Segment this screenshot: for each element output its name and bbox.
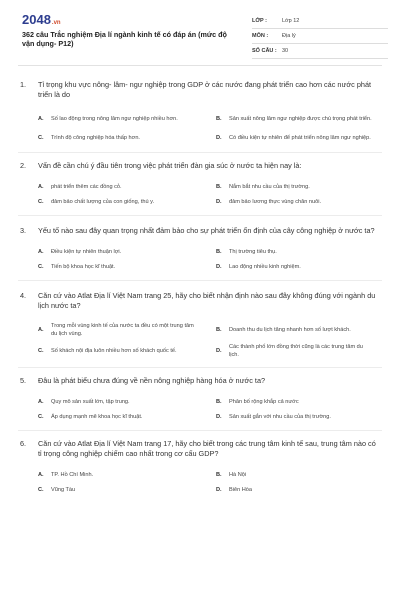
meta-value: Địa lý	[282, 33, 296, 39]
option-text: đảm bảo chất lượng của con giống, thú y.	[51, 198, 155, 205]
answer-option[interactable]	[216, 244, 386, 259]
answer-option[interactable]	[216, 394, 386, 409]
question-text: Yếu tố nào sau đây quan trọng nhất đảm bảo cho sự phát triển ổn định của cây công nghiệp ở nước ta?	[38, 226, 375, 235]
option-letter: D.	[216, 347, 222, 354]
question-block	[14, 368, 386, 431]
document-header	[14, 10, 386, 62]
option-letter: D.	[216, 135, 222, 141]
option-text: Tiến bộ khoa học kĩ thuật.	[51, 263, 116, 270]
question-block	[14, 216, 386, 281]
option-text: Phân bố rộng khắp cả nước	[229, 398, 299, 405]
answer-option[interactable]	[38, 108, 208, 130]
question-text-row	[14, 291, 386, 311]
option-letter: B.	[216, 248, 222, 255]
answer-option[interactable]	[216, 482, 386, 497]
answer-option[interactable]	[216, 130, 386, 146]
option-text: Trong mỗi vùng kinh tế của nước ta đều có một trung tâm du lịch vùng.	[51, 322, 194, 337]
option-text: TP. Hồ Chí Minh.	[51, 471, 94, 478]
meta-key: MÔN :	[252, 33, 269, 39]
meta-row-count	[252, 44, 388, 59]
question-number: 6.	[20, 439, 27, 448]
option-letter: D.	[216, 413, 222, 420]
answer-option[interactable]	[216, 259, 386, 274]
option-letter: A.	[38, 248, 44, 255]
meta-row-subject	[252, 29, 388, 44]
answer-option[interactable]	[38, 244, 208, 259]
option-text: Biên Hòa	[229, 486, 253, 493]
answer-option[interactable]	[38, 319, 208, 340]
option-text: Số lao động trong nông lâm ngư nghiệp nhiều hơn.	[51, 116, 178, 122]
answer-option[interactable]	[38, 130, 208, 146]
option-letter: C.	[38, 135, 44, 141]
option-letter: A.	[38, 183, 44, 190]
answer-option[interactable]	[38, 194, 208, 209]
answer-option[interactable]	[216, 340, 386, 361]
option-letter: B.	[216, 471, 222, 478]
option-text: Áp dụng mạnh mẽ khoa học kĩ thuật.	[51, 413, 143, 420]
logo-suffix: .vn	[51, 20, 61, 26]
answer-option[interactable]	[216, 194, 386, 209]
option-text: phát triển thêm các đồng cỏ.	[51, 183, 122, 190]
option-letter: B.	[216, 326, 222, 333]
option-letter: D.	[216, 486, 222, 493]
logo-text: 2048	[22, 12, 51, 27]
question-text: Đâu là phát biểu chưa đúng về nền nông nghiệp hàng hóa ở nước ta?	[38, 376, 266, 385]
option-letter: C.	[38, 347, 44, 354]
option-letter: B.	[216, 183, 222, 190]
meta-key: SỐ CÂU :	[252, 48, 277, 54]
answer-options	[14, 394, 386, 424]
answer-option[interactable]	[38, 179, 208, 194]
question-text: Vấn đề cần chú ý đầu tiên trong việc phát triển đàn gia súc ở nước ta hiện nay là:	[38, 161, 302, 170]
option-text: Có điều kiện tự nhiên để phát triển nông lâm ngư nghiệp.	[229, 135, 371, 141]
option-letter: A.	[38, 326, 44, 333]
option-text: Các thành phố lớn đồng thời cũng là các trung tâm du lịch.	[229, 343, 363, 358]
option-text: Nắm bắt nhu cầu của thị trường.	[229, 183, 310, 190]
question-block	[14, 70, 386, 153]
meta-row-class	[252, 14, 388, 29]
answer-options	[14, 319, 386, 361]
option-letter: A.	[38, 116, 44, 122]
answer-options	[14, 108, 386, 146]
question-number: 2.	[20, 161, 27, 170]
question-text-row	[14, 161, 386, 171]
answer-option[interactable]	[38, 340, 208, 361]
question-text: Căn cứ vào Atlat Địa lí Việt Nam trang 17, hãy cho biết trong các trung tâm kinh tế sau, trung tâm nào có tỉ trọng công nghiệp chiếm cao nhất trong cơ cấu GDP?	[38, 439, 376, 458]
option-text: Sản xuất nông lâm ngư nghiệp được chú trọng phát triển.	[229, 116, 372, 122]
answer-options	[14, 179, 386, 209]
question-text-row	[14, 226, 386, 236]
meta-value: 30	[282, 48, 289, 54]
meta-table	[252, 14, 388, 59]
option-letter: D.	[216, 198, 222, 205]
option-letter: C.	[38, 413, 44, 420]
answer-option[interactable]	[216, 108, 386, 130]
question-text-row	[14, 439, 386, 459]
answer-option[interactable]	[216, 179, 386, 194]
option-text: Quy mô sản xuất lớn, tập trung.	[51, 398, 130, 405]
answer-option[interactable]	[38, 409, 208, 424]
option-text: Doanh thu du lịch tăng nhanh hơn số lượt khách.	[229, 326, 351, 333]
option-letter: B.	[216, 116, 222, 122]
answer-option[interactable]	[216, 467, 386, 482]
answer-option[interactable]	[38, 467, 208, 482]
question-text-row	[14, 376, 386, 386]
option-letter: D.	[216, 263, 222, 270]
page-title: 362 câu Trắc nghiệm Địa lí ngành kinh tế có đáp án (mức độ vận dụng- P12)	[22, 30, 227, 48]
question-block	[14, 431, 386, 497]
option-text: Hà Nội	[229, 471, 247, 478]
header-divider	[18, 65, 382, 66]
option-text: Trình độ công nghiệp hóa thấp hơn.	[51, 135, 140, 141]
option-text: Số khách nội địa luôn nhiều hơn số khách quốc tế.	[51, 347, 177, 354]
option-letter: C.	[38, 263, 44, 270]
option-text: đảm bảo lương thực vùng chăn nuôi.	[229, 198, 322, 205]
meta-key: LỚP :	[252, 18, 267, 24]
option-letter: A.	[38, 471, 44, 478]
question-block	[14, 153, 386, 216]
option-text: Lao động nhiều kinh nghiệm.	[229, 263, 301, 270]
option-text: Điều kiện tự nhiên thuận lợi.	[51, 248, 122, 255]
answer-option[interactable]	[38, 259, 208, 274]
answer-option[interactable]	[216, 409, 386, 424]
option-letter: A.	[38, 398, 44, 405]
question-block	[14, 281, 386, 368]
option-text: Thị trường tiêu thụ.	[229, 248, 277, 255]
option-text: Sản xuất gắn với nhu cầu của thị trường.	[229, 413, 331, 420]
question-number: 3.	[20, 226, 27, 235]
question-number: 4.	[20, 291, 27, 300]
question-list	[14, 70, 386, 497]
question-number: 1.	[20, 80, 27, 89]
option-letter: B.	[216, 398, 222, 405]
option-letter: C.	[38, 486, 44, 493]
question-text: Tỉ trọng khu vực nông- lâm- ngư nghiệp trong GDP ở các nước đang phát triển cao hơn các nước phát triển là do	[38, 80, 372, 99]
question-text: Căn cứ vào Atlat Địa lí Việt Nam trang 25, hãy cho biết nhận định nào sau đây không đúng với ngành du lịch nước ta?	[38, 291, 376, 310]
answer-options	[14, 244, 386, 274]
meta-value: Lớp 12	[282, 18, 300, 24]
site-logo[interactable]	[22, 12, 61, 27]
answer-option[interactable]	[38, 482, 208, 497]
option-letter: C.	[38, 198, 44, 205]
answer-option[interactable]	[216, 319, 386, 340]
answer-option[interactable]	[38, 394, 208, 409]
answer-options	[14, 467, 386, 497]
question-number: 5.	[20, 376, 27, 385]
question-text-row	[14, 80, 386, 100]
option-text: Vũng Tàu	[51, 486, 76, 493]
